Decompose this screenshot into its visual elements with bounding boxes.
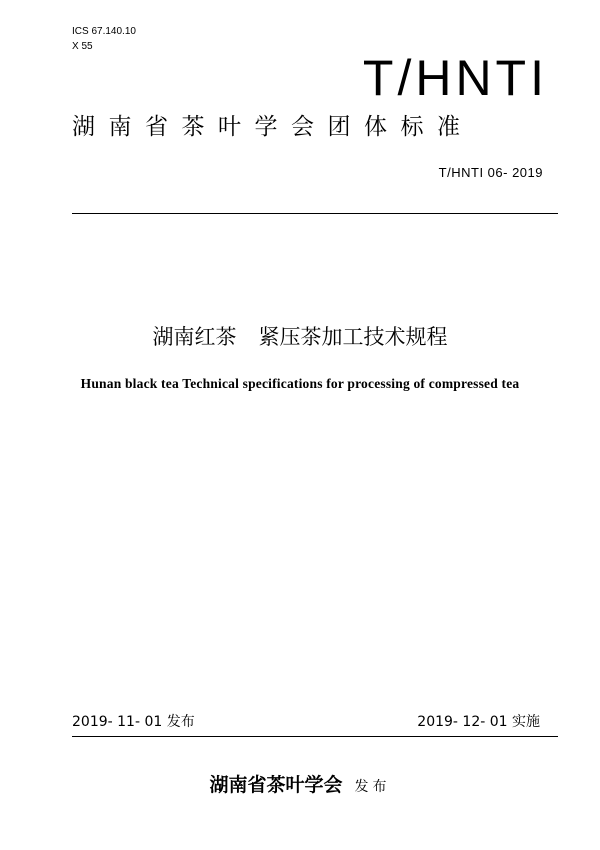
document-title-chinese [0,323,600,351]
issuer-line [0,772,600,800]
title-part-2: 紧压茶加工技术规程 [258,325,448,349]
footer-divider [72,736,558,737]
classification-code: X 55 [72,41,93,52]
header-divider [72,213,558,214]
issuer-name: 湖南省茶叶学会 [209,774,343,796]
issuer-suffix: 发布 [354,779,391,795]
standard-logo: T/HNTI [362,50,548,106]
publication-date: 2019- 11- 01 发布 [72,714,195,730]
organization-name: 湖南省茶叶学会团体标准 [72,114,474,140]
title-part-1: 湖南红茶 [152,325,237,349]
ics-code: ICS 67.140.10 [72,26,136,37]
standard-number: T/HNTI 06- 2019 [438,165,543,180]
document-title-english: Hunan black tea Technical specifications for processing of compressed tea [80,376,520,391]
implementation-date: 2019- 12- 01 实施 [417,714,540,730]
